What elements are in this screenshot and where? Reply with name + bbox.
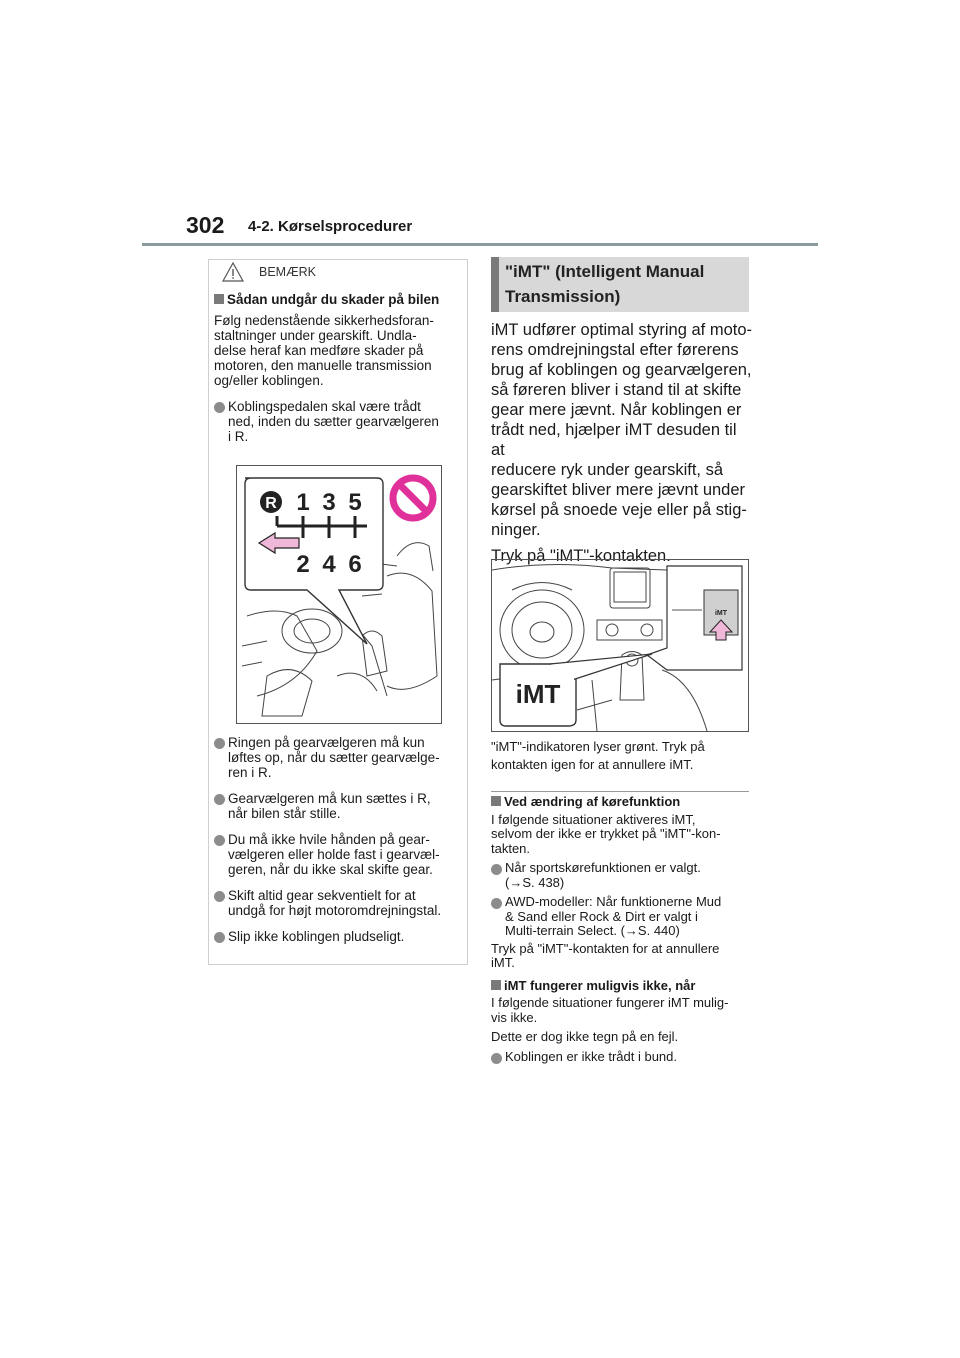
notice-bullet: Du må ikke hvile hånden på gear- vælgeren eller holde fast i gearvæl- geren, når du ikke skal skifte gear.	[214, 832, 464, 877]
section-heading-bar	[491, 257, 499, 312]
gear-2-label: 2	[296, 551, 310, 578]
paragraph: I følgende situationer fungerer iMT mulig- vis ikke.	[491, 995, 729, 1025]
prohibited-icon	[393, 478, 433, 518]
paragraph: Tryk på "iMT"-kontakten for at annullere iMT.	[491, 940, 720, 970]
square-bullet-icon	[214, 294, 224, 304]
notice-bullet: Slip ikke koblingen pludseligt.	[214, 929, 464, 944]
notice-content	[214, 292, 464, 444]
list-item: AWD-modeller: Når funktionerne Mud & Sand eller Rock & Dirt er valgt i Multi-terrain Select. (→S. 440)	[491, 895, 753, 939]
notice-bullet: Gearvælgeren må kun sættes i R, når bilen står stille.	[214, 791, 464, 821]
imt-instruction: Tryk på "iMT"-kontakten.	[491, 547, 671, 565]
reverse-label: R	[265, 495, 277, 512]
page-number: 302	[186, 212, 225, 238]
gear-5-label: 5	[348, 489, 362, 516]
gear-6-label: 6	[348, 551, 362, 578]
square-bullet-icon	[491, 980, 501, 990]
list-item: Når sportskørefunktionen er valgt. (→S. 438)	[491, 861, 753, 890]
notice-label: BEMÆRK	[259, 265, 316, 279]
round-bullet-icon	[214, 891, 225, 902]
separator-line	[491, 791, 749, 792]
round-bullet-icon	[214, 932, 225, 943]
subheading: Ved ændring af kørefunktion	[491, 795, 753, 810]
shift-illustration	[237, 466, 441, 723]
header-rule	[142, 243, 818, 246]
round-bullet-icon	[491, 898, 502, 909]
dashboard-illustration	[492, 560, 748, 731]
gear-3-label: 3	[322, 489, 336, 516]
notice-bullet: Ringen på gearvælgeren må kun løftes op, når du sætter gearvælge- ren i R.	[214, 735, 464, 780]
imt-switch-figure	[491, 559, 749, 732]
round-bullet-icon	[491, 864, 502, 875]
round-bullet-icon	[214, 738, 225, 749]
imt-details	[491, 795, 753, 1064]
paragraph: Dette er dog ikke tegn på en fejl.	[491, 1029, 679, 1044]
notice-bullet: Skift altid gear sekventielt for at undgå for højt motoromdrejningstal.	[214, 888, 464, 918]
shift-pattern-figure	[236, 465, 442, 724]
notice-intro: Følg nedenstående sikkerhedsforan- staltninger under gearskift. Undla- delse heraf kan medføre skader på motoren, den manuelle transmission og/eller koblingen.	[214, 313, 434, 388]
imt-big-label: iMT	[515, 679, 561, 709]
paragraph: I følgende situationer aktiveres iMT, selvom der ikke er trykket på "iMT"-kon- takten.	[491, 811, 721, 856]
square-bullet-icon	[491, 796, 501, 806]
gear-1-label: 1	[296, 489, 310, 516]
warning-icon	[222, 262, 244, 282]
round-bullet-icon	[214, 402, 225, 413]
figure-caption: "iMT"-indikatoren lyser grønt. Tryk på kontakten igen for at annullere iMT.	[491, 739, 705, 772]
section-heading: "iMT" (Intelligent Manual Transmission)	[505, 262, 705, 306]
subheading: iMT fungerer muligvis ikke, når	[491, 979, 753, 994]
round-bullet-icon	[214, 794, 225, 805]
imt-switch-label: iMT	[714, 610, 728, 617]
section-title: 4-2. Kørselsprocedurer	[248, 218, 413, 235]
imt-description: iMT udfører optimal styring af moto- rens omdrejningstal efter førerens brug af koblingen og gearvælgeren, så føreren bliver i stand til at skifte gear mere jævnt. Når koblingen er trådt ned, hjælper iMT desuden til at reducere ryk under gearskift, så gearskiftet bliver mere jævnt under kørsel på snoede veje eller på stig- ninger. Tryk på "iMT"-kontakten.	[491, 321, 753, 565]
gear-4-label: 4	[322, 551, 336, 578]
notice-bullet: Koblingspedalen skal være trådt ned, inden du sætter gearvælgeren i R.	[214, 399, 464, 444]
round-bullet-icon	[214, 835, 225, 846]
notice-content-lower	[214, 735, 464, 944]
list-item: Koblingen er ikke trådt i bund.	[491, 1050, 753, 1065]
round-bullet-icon	[491, 1053, 502, 1064]
notice-heading: Sådan undgår du skader på bilen	[214, 292, 464, 307]
